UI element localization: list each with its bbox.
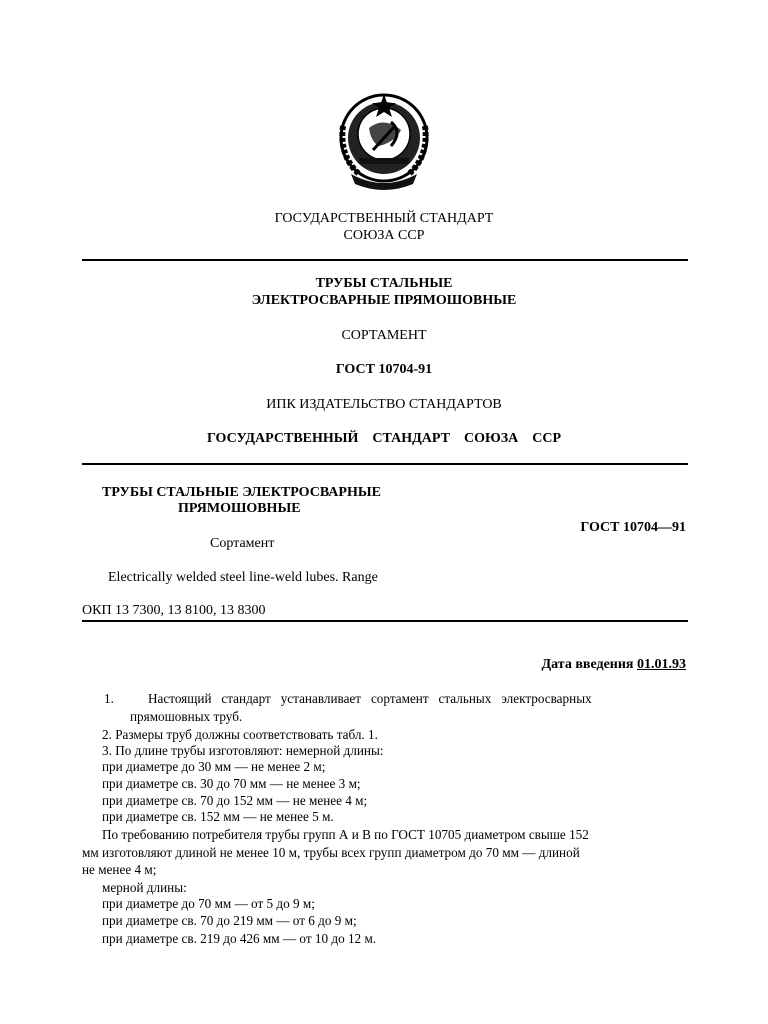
length-rule-1: при диаметре до 30 мм — не менее 2 м; bbox=[102, 759, 326, 774]
length-rule-4: при диаметре св. 152 мм — не менее 5 м. bbox=[102, 809, 334, 824]
standard-subtitle: Сортамент bbox=[210, 536, 275, 551]
cover-subtitle: СОРТАМЕНТ bbox=[341, 328, 427, 343]
standard-title-line-1: ТРУБЫ СТАЛЬНЫЕ ЭЛЕКТРОСВАРНЫЕ bbox=[102, 485, 381, 500]
cover-title-line-1: ТРУБЫ СТАЛЬНЫЕ bbox=[315, 276, 453, 291]
cover-title-line-2: ЭЛЕКТРОСВАРНЫЕ ПРЯМОШОВНЫЕ bbox=[251, 293, 517, 308]
item-1-line-1: Настоящий стандарт устанавливает сортамент стальных электросварных bbox=[148, 691, 592, 706]
item-1-line-2: прямошовных труб. bbox=[130, 709, 243, 724]
okp-codes: ОКП 13 7300, 13 8100, 13 8300 bbox=[82, 603, 266, 618]
cover-publisher: ИПК ИЗДАТЕЛЬСТВО СТАНДАРТОВ bbox=[266, 397, 502, 412]
intro-date-label: Дата введения bbox=[541, 657, 634, 672]
cover-gost: ГОСТ 10704-91 bbox=[335, 362, 433, 377]
measured-rule-3: при диаметре св. 219 до 426 мм — от 10 до 12 м. bbox=[102, 931, 377, 946]
item-2: 2. Размеры труб должны соответствовать табл. 1. bbox=[102, 727, 378, 742]
standard-title-line-2: ПРЯМОШОВНЫЕ bbox=[178, 501, 301, 516]
state-standard-heading: ГОСУДАРСТВЕННЫЙ СТАНДАРТ СОЮЗА ССР bbox=[207, 431, 561, 446]
length-rule-3: при диаметре св. 70 до 152 мм — не менее 4 м; bbox=[102, 793, 368, 808]
divider-3 bbox=[82, 620, 688, 622]
paragraph-line-2: мм изготовляют длиной не менее 10 м, трубы всех групп диаметром до 70 мм — длиной bbox=[82, 845, 580, 860]
ussr-emblem bbox=[329, 86, 439, 194]
item-1-number: 1. bbox=[104, 691, 114, 706]
paragraph-line-3: не менее 4 м; bbox=[82, 862, 157, 877]
header-line-1: ГОСУДАРСТВЕННЫЙ СТАНДАРТ bbox=[274, 211, 494, 226]
gost-number: ГОСТ 10704—91 bbox=[580, 520, 686, 535]
measured-length-heading: мерной длины: bbox=[102, 880, 187, 895]
english-title: Electrically welded steel line-weld lubes. Range bbox=[108, 570, 378, 585]
divider-2 bbox=[82, 463, 688, 465]
paragraph-line-1: По требованию потребителя трубы групп А и В по ГОСТ 10705 диаметром свыше 152 bbox=[102, 827, 589, 842]
intro-date-line bbox=[542, 656, 686, 673]
header-line-2: СОЮЗА ССР bbox=[343, 228, 425, 243]
item-3: 3. По длине трубы изготовляют: немерной длины: bbox=[102, 743, 384, 758]
divider-1 bbox=[82, 259, 688, 261]
intro-date-value: 01.01.93 bbox=[637, 657, 686, 672]
measured-rule-2: при диаметре св. 70 до 219 мм — от 6 до 9 м; bbox=[102, 913, 357, 928]
measured-rule-1: при диаметре до 70 мм — от 5 до 9 м; bbox=[102, 896, 315, 911]
length-rule-2: при диаметре св. 30 до 70 мм — не менее 3 м; bbox=[102, 776, 361, 791]
